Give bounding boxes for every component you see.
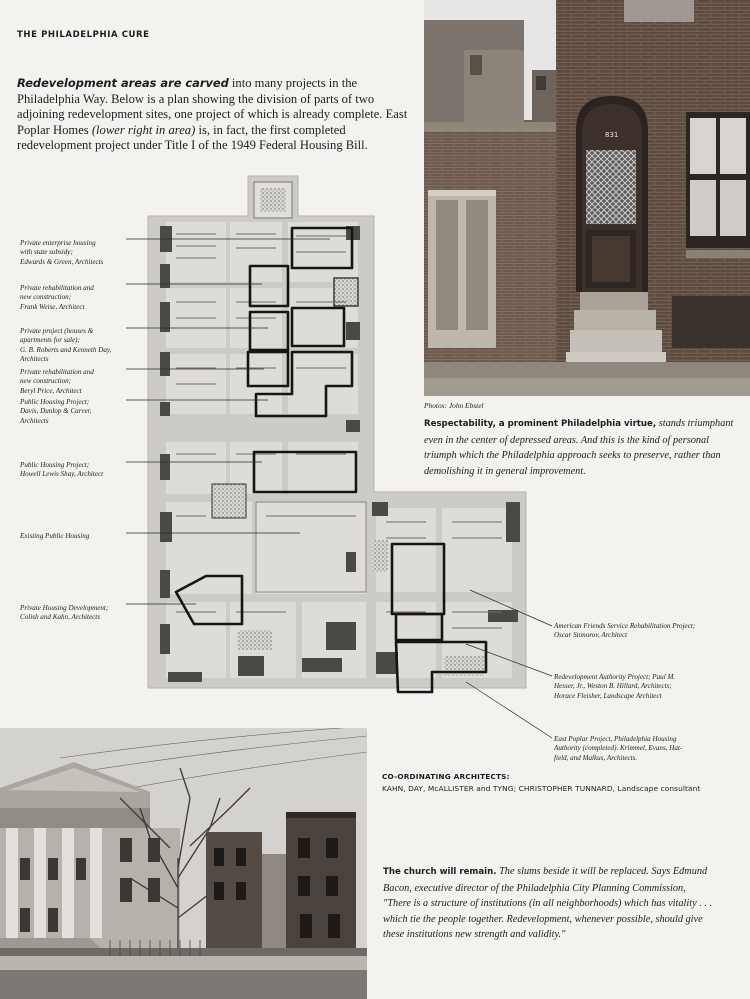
- plan-label-11: East Poplar Project, Philadelphia Housing Authority (completed). Krimmel, Evans, Hat- field, and Malkus, Architects.: [554, 735, 683, 762]
- intro-emphasis: (lower right in area): [91, 122, 196, 137]
- church-caption: [383, 864, 713, 943]
- church-caption-lead: The church will remain.: [383, 867, 497, 877]
- intro-paragraph: [17, 76, 415, 154]
- plan-label-10: Redevelopment Authority Project; Paul M. Hesser, Jr., Weston B. Hillard, Architects; Horace Fleisher, Landscape Architect: [554, 673, 676, 700]
- intro-text-1: into many projects in the Philadelphia Way. Below is a plan showing the division of parts of two adjoining redevelopment sites, one project of which is already complete. East Poplar Homes: [17, 76, 408, 137]
- intro-text-2: is, in fact, the first completed redevelopment project under Title I of the 1949 Federal Housing Bill.: [17, 122, 368, 153]
- plan-label-6: Public Housing Project; Howell Lewis Shay, Architect: [20, 461, 104, 479]
- door-number: 831: [605, 131, 619, 139]
- coordinating-architects-text: KAHN, DAY, McALLISTER and TYNG; CHRISTOPHER TUNNARD, Landscape consultant: [382, 784, 701, 793]
- coordinating-architects-title: CO-ORDINATING ARCHITECTS:: [382, 772, 510, 781]
- plan-label-3: Private project (houses & apartments for sale); G. B. Roberts and Kenneth Day, Architects: [20, 327, 112, 364]
- plan-label-8: Private Housing Development; Colish and Kahn, Architects: [20, 604, 109, 622]
- plan-label-5: Public Housing Project; Davis, Dunlop & Carver, Architects: [20, 398, 92, 425]
- running-title: THE PHILADELPHIA CURE: [17, 30, 150, 40]
- church-photo: [0, 728, 367, 999]
- plan-label-7: Existing Public Housing: [20, 532, 90, 540]
- doorway-caption-text: stands triumphant even in the center of depressed areas. And this is the kind of personal triumph which the Philadelphia approach seeks to preserve, rather than demolishing it in general improvement.: [424, 418, 734, 477]
- intro-lead: Redevelopment areas are carved: [17, 76, 229, 90]
- doorway-caption-lead: Respectability, a prominent Philadelphia virtue,: [424, 419, 657, 429]
- plan-label-4: Private rehabilitation and new construction; Beryl Price, Architect: [20, 368, 94, 395]
- church-caption-text: The slums beside it will be replaced. Says Edmund Bacon, executive director of the Philadelphia City Planning Commission, "There is a structure of institutions (in all neighborhoods) which has vitality . . . which tie the people together. Redevelopment, whenever possible, should give these institutions new strength and validity.": [383, 866, 713, 940]
- photo-credit: Photos: John Ebstel: [424, 401, 484, 410]
- plan-label-1: Private enterprise housing with state subsidy; Edwards & Green, Architects: [20, 239, 104, 266]
- church-photo-drawing: [0, 728, 367, 999]
- plan-label-9: American Friends Service Rehabilitation Project; Oscar Stonorov, Architect: [554, 622, 696, 640]
- plan-label-2: Private rehabilitation and new construction; Frank Weise, Architect: [20, 284, 94, 311]
- site-plan: [146, 172, 530, 718]
